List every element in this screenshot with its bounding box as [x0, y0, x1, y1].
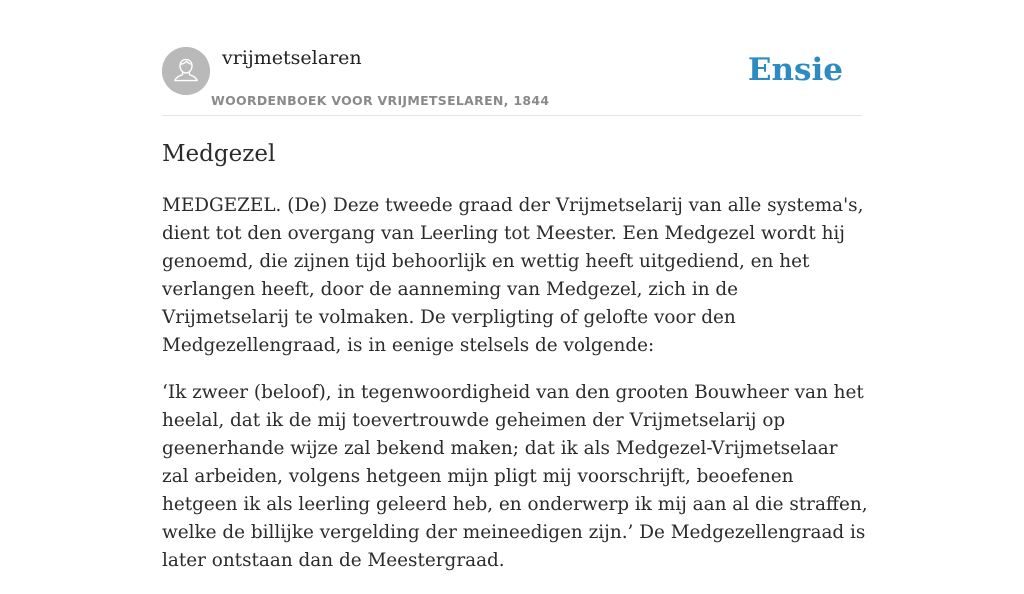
author-avatar[interactable]: [162, 47, 210, 95]
article-paragraph: MEDGEZEL. (De) Deze tweede graad der Vrijmetselarij van alle systema's, dient tot den overgang van Leerling tot Meester. Een Medgezel wordt hij genoemd, die zijnen tijd behoorlijk en wettig heeft uitgediend, en het verlangen heeft, door de aanneming van Medgezel, zich in de Vrijmetselarij te volmaken. De verpligting of gelofte voor den Medgezellengraad, is in eenige stelsels de volgende:: [162, 195, 864, 356]
content-container: [162, 0, 868, 571]
ensie-logo[interactable]: Ensie: [747, 52, 843, 88]
article-paragraph: ‘Ik zweer (beloof), in tegenwoordigheid van den grooten Bouwheer van het heelal, dat ik de mij toevertrouwde geheimen der Vrijmetselarij op geenerhande wijze zal bekend maken; dat ik als Medgezel-Vrijmetselaar zal arbeiden, volgens hetgeen mijn pligt mij voorschrijft, beoefenen hetgeen ik als leerling geleerd heb, en onderwerp ik mij aan al die straffen, welke de billijke vergelding der meineedigen zijn.’ De Medgezellengraad is later ontstaan dan de Meestergraad.: [162, 382, 868, 571]
author-name[interactable]: vrijmetselaren: [222, 47, 362, 69]
article-header: [162, 0, 862, 116]
page-title: Medgezel: [162, 141, 276, 167]
user-silhouette-icon: [162, 47, 210, 95]
article-body: [162, 192, 868, 594]
source-label[interactable]: WOORDENBOEK VOOR VRIJMETSELAREN, 1844: [211, 93, 550, 108]
